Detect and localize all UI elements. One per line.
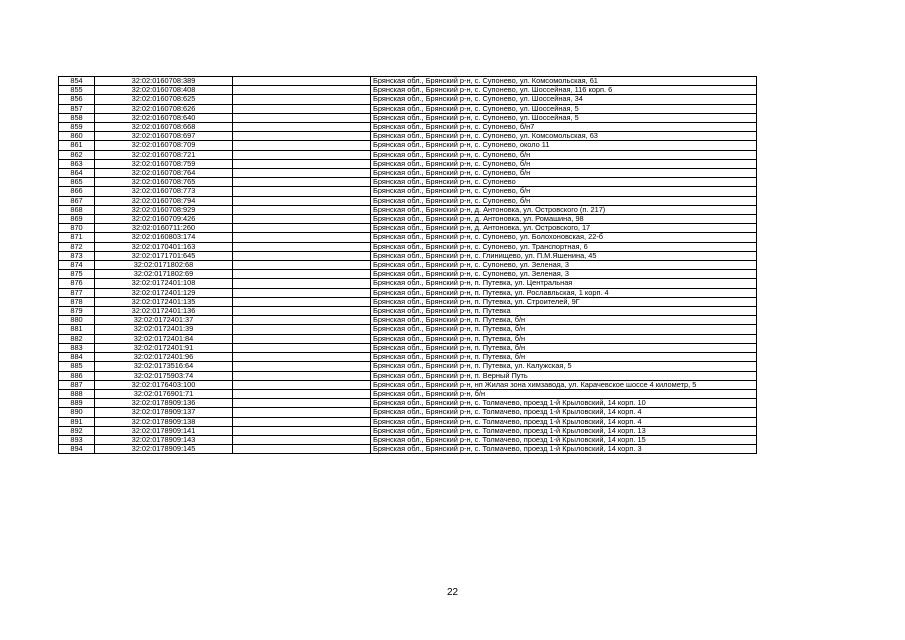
cadastral-number-cell: 32:02:0160708:626: [95, 104, 233, 113]
cadastral-number-cell: 32:02:0160708:773: [95, 187, 233, 196]
empty-cell: [233, 251, 371, 260]
address-cell: Брянская обл., Брянский р-н, с. Глинищево, ул. П.М.Яшенина, 45: [371, 251, 757, 260]
row-number-cell: 881: [59, 325, 95, 334]
table-row: [59, 77, 757, 86]
empty-cell: [233, 288, 371, 297]
table-row: [59, 113, 757, 122]
row-number-cell: 864: [59, 169, 95, 178]
row-number-cell: 868: [59, 205, 95, 214]
table-row: [59, 233, 757, 242]
address-cell: Брянская обл., Брянский р-н, п. Верный Путь: [371, 371, 757, 380]
address-cell: Брянская обл., Брянский р-н, п. Путевка, б/н: [371, 325, 757, 334]
row-number-cell: 878: [59, 297, 95, 306]
empty-cell: [233, 215, 371, 224]
address-cell: Брянская обл., Брянский р-н, с. Супонево, б/н: [371, 187, 757, 196]
table-row: [59, 353, 757, 362]
address-cell: Брянская обл., Брянский р-н, д. Антоновка, ул. Ромашина, 98: [371, 215, 757, 224]
table-row: [59, 408, 757, 417]
empty-cell: [233, 316, 371, 325]
table-row: [59, 389, 757, 398]
empty-cell: [233, 353, 371, 362]
address-cell: Брянская обл., Брянский р-н, с. Супонево, ул. Шоссейная, 5: [371, 113, 757, 122]
empty-cell: [233, 435, 371, 444]
table-row: [59, 362, 757, 371]
row-number-cell: 871: [59, 233, 95, 242]
row-number-cell: 885: [59, 362, 95, 371]
row-number-cell: 892: [59, 426, 95, 435]
table-row: [59, 371, 757, 380]
row-number-cell: 865: [59, 178, 95, 187]
row-number-cell: 863: [59, 159, 95, 168]
table-row: [59, 215, 757, 224]
address-cell: Брянская обл., Брянский р-н, д. Антоновка, ул. Островского (п. 217): [371, 205, 757, 214]
table-row: [59, 242, 757, 251]
table-row: [59, 380, 757, 389]
table-row: [59, 95, 757, 104]
row-number-cell: 867: [59, 196, 95, 205]
empty-cell: [233, 334, 371, 343]
row-number-cell: 890: [59, 408, 95, 417]
cadastral-number-cell: 32:02:0178909:138: [95, 417, 233, 426]
cadastral-number-cell: 32:02:0160803:174: [95, 233, 233, 242]
table-row: [59, 325, 757, 334]
address-cell: Брянская обл., Брянский р-н, с. Супонево, ул. Шоссейная, 116 корп. 6: [371, 86, 757, 95]
empty-cell: [233, 325, 371, 334]
row-number-cell: 866: [59, 187, 95, 196]
empty-cell: [233, 123, 371, 132]
row-number-cell: 854: [59, 77, 95, 86]
cadastral-number-cell: 32:02:0172401:136: [95, 307, 233, 316]
empty-cell: [233, 417, 371, 426]
table-row: [59, 417, 757, 426]
table-row: [59, 445, 757, 454]
empty-cell: [233, 224, 371, 233]
row-number-cell: 891: [59, 417, 95, 426]
row-number-cell: 889: [59, 399, 95, 408]
property-registry-table: [58, 76, 757, 454]
row-number-cell: 894: [59, 445, 95, 454]
cadastral-number-cell: 32:02:0160708:929: [95, 205, 233, 214]
address-cell: Брянская обл., Брянский р-н, п. Путевка, б/н: [371, 343, 757, 352]
address-cell: Брянская обл., Брянский р-н, с. Супонево, б/н: [371, 169, 757, 178]
empty-cell: [233, 159, 371, 168]
address-cell: Брянская обл., Брянский р-н, с. Супонево, б/н: [371, 159, 757, 168]
cadastral-number-cell: 32:02:0172401:129: [95, 288, 233, 297]
cadastral-number-cell: 32:02:0160708:697: [95, 132, 233, 141]
cadastral-number-cell: 32:02:0178909:145: [95, 445, 233, 454]
cadastral-number-cell: 32:02:0172401:108: [95, 279, 233, 288]
row-number-cell: 876: [59, 279, 95, 288]
address-cell: Брянская обл., Брянский р-н, п. Путевка, ул. Центральная: [371, 279, 757, 288]
address-cell: Брянская обл., Брянский р-н, нп Жилая зона химзавода, ул. Карачевское шоссе 4 километр, 5: [371, 380, 757, 389]
row-number-cell: 856: [59, 95, 95, 104]
address-cell: Брянская обл., Брянский р-н, с. Супонево, ул. Шоссейная, 5: [371, 104, 757, 113]
empty-cell: [233, 279, 371, 288]
row-number-cell: 861: [59, 141, 95, 150]
table-row: [59, 159, 757, 168]
cadastral-number-cell: 32:02:0160711:260: [95, 224, 233, 233]
cadastral-number-cell: 32:02:0176403:100: [95, 380, 233, 389]
row-number-cell: 886: [59, 371, 95, 380]
table-row: [59, 141, 757, 150]
cadastral-number-cell: 32:02:0160708:408: [95, 86, 233, 95]
row-number-cell: 879: [59, 307, 95, 316]
address-cell: Брянская обл., Брянский р-н, с. Супонево, б/н: [371, 150, 757, 159]
cadastral-number-cell: 32:02:0171802:68: [95, 261, 233, 270]
table-row: [59, 297, 757, 306]
cadastral-number-cell: 32:02:0172401:96: [95, 353, 233, 362]
empty-cell: [233, 86, 371, 95]
empty-cell: [233, 205, 371, 214]
empty-cell: [233, 389, 371, 398]
address-cell: Брянская обл., Брянский р-н, п. Путевка: [371, 307, 757, 316]
cadastral-number-cell: 32:02:0160708:640: [95, 113, 233, 122]
address-cell: Брянская обл., Брянский р-н, с. Супонево, ул. Болохоновская, 22-б: [371, 233, 757, 242]
empty-cell: [233, 242, 371, 251]
row-number-cell: 875: [59, 270, 95, 279]
empty-cell: [233, 371, 371, 380]
empty-cell: [233, 178, 371, 187]
empty-cell: [233, 343, 371, 352]
table-row: [59, 307, 757, 316]
empty-cell: [233, 380, 371, 389]
cadastral-number-cell: 32:02:0175903:74: [95, 371, 233, 380]
empty-cell: [233, 307, 371, 316]
cadastral-number-cell: 32:02:0173516:64: [95, 362, 233, 371]
table-row: [59, 187, 757, 196]
document-page: [58, 76, 757, 454]
table-row: [59, 196, 757, 205]
row-number-cell: 872: [59, 242, 95, 251]
cadastral-number-cell: 32:02:0160708:668: [95, 123, 233, 132]
table-row: [59, 399, 757, 408]
table-row: [59, 169, 757, 178]
address-cell: Брянская обл., Брянский р-н, с. Супонево, б/н: [371, 196, 757, 205]
registry-table-body: [59, 77, 757, 454]
cadastral-number-cell: 32:02:0178909:143: [95, 435, 233, 444]
address-cell: Брянская обл., Брянский р-н, б/н: [371, 389, 757, 398]
empty-cell: [233, 297, 371, 306]
empty-cell: [233, 362, 371, 371]
address-cell: Брянская обл., Брянский р-н, п. Путевка, б/н: [371, 353, 757, 362]
address-cell: Брянская обл., Брянский р-н, с. Супонево, ул. Комсомольская, 63: [371, 132, 757, 141]
address-cell: Брянская обл., Брянский р-н, с. Толмачево, проезд 1-й Крыловский, 14 корп. 3: [371, 445, 757, 454]
row-number-cell: 888: [59, 389, 95, 398]
empty-cell: [233, 399, 371, 408]
empty-cell: [233, 233, 371, 242]
cadastral-number-cell: 32:02:0160708:794: [95, 196, 233, 205]
cadastral-number-cell: 32:02:0178909:136: [95, 399, 233, 408]
cadastral-number-cell: 32:02:0172401:91: [95, 343, 233, 352]
address-cell: Брянская обл., Брянский р-н, с. Супонево, около 11: [371, 141, 757, 150]
address-cell: Брянская обл., Брянский р-н, п. Путевка, б/н: [371, 334, 757, 343]
cadastral-number-cell: 32:02:0160708:765: [95, 178, 233, 187]
address-cell: Брянская обл., Брянский р-н, с. Толмачево, проезд 1-й Крыловский, 14 корп. 4: [371, 408, 757, 417]
row-number-cell: 874: [59, 261, 95, 270]
table-row: [59, 316, 757, 325]
address-cell: Брянская обл., Брянский р-н, с. Супонево, б/н7: [371, 123, 757, 132]
cadastral-number-cell: 32:02:0172401:135: [95, 297, 233, 306]
address-cell: Брянская обл., Брянский р-н, п. Путевка, ул. Калужская, 5: [371, 362, 757, 371]
empty-cell: [233, 95, 371, 104]
row-number-cell: 860: [59, 132, 95, 141]
cadastral-number-cell: 32:02:0160708:625: [95, 95, 233, 104]
table-row: [59, 251, 757, 260]
row-number-cell: 857: [59, 104, 95, 113]
address-cell: Брянская обл., Брянский р-н, с. Супонево, ул. Шоссейная, 34: [371, 95, 757, 104]
table-row: [59, 435, 757, 444]
row-number-cell: 883: [59, 343, 95, 352]
cadastral-number-cell: 32:02:0160708:709: [95, 141, 233, 150]
table-row: [59, 426, 757, 435]
row-number-cell: 858: [59, 113, 95, 122]
cadastral-number-cell: 32:02:0160709:426: [95, 215, 233, 224]
empty-cell: [233, 261, 371, 270]
cadastral-number-cell: 32:02:0172401:37: [95, 316, 233, 325]
cadastral-number-cell: 32:02:0160708:389: [95, 77, 233, 86]
address-cell: Брянская обл., Брянский р-н, п. Путевка, б/н: [371, 316, 757, 325]
row-number-cell: 870: [59, 224, 95, 233]
table-row: [59, 261, 757, 270]
address-cell: Брянская обл., Брянский р-н, с. Супонево, ул. Зеленая, 3: [371, 261, 757, 270]
cadastral-number-cell: 32:02:0178909:141: [95, 426, 233, 435]
cadastral-number-cell: 32:02:0160708:721: [95, 150, 233, 159]
empty-cell: [233, 187, 371, 196]
address-cell: Брянская обл., Брянский р-н, д. Антоновка, ул. Островского, 17: [371, 224, 757, 233]
table-row: [59, 279, 757, 288]
table-row: [59, 123, 757, 132]
empty-cell: [233, 141, 371, 150]
table-row: [59, 334, 757, 343]
table-row: [59, 104, 757, 113]
address-cell: Брянская обл., Брянский р-н, с. Супонево: [371, 178, 757, 187]
empty-cell: [233, 426, 371, 435]
row-number-cell: 884: [59, 353, 95, 362]
empty-cell: [233, 169, 371, 178]
address-cell: Брянская обл., Брянский р-н, с. Супонево, ул. Транспортная, 6: [371, 242, 757, 251]
table-row: [59, 224, 757, 233]
empty-cell: [233, 270, 371, 279]
address-cell: Брянская обл., Брянский р-н, п. Путевка, ул. Строителей, 9Г: [371, 297, 757, 306]
empty-cell: [233, 113, 371, 122]
row-number-cell: 869: [59, 215, 95, 224]
address-cell: Брянская обл., Брянский р-н, п. Путевка, ул. Рославльская, 1 корп. 4: [371, 288, 757, 297]
address-cell: Брянская обл., Брянский р-н, с. Толмачево, проезд 1-й Крыловский, 14 корп. 15: [371, 435, 757, 444]
cadastral-number-cell: 32:02:0160708:759: [95, 159, 233, 168]
address-cell: Брянская обл., Брянский р-н, с. Супонево, ул. Комсомольская, 61: [371, 77, 757, 86]
page-number: 22: [446, 587, 459, 598]
table-row: [59, 86, 757, 95]
cadastral-number-cell: 32:02:0178909:137: [95, 408, 233, 417]
row-number-cell: 882: [59, 334, 95, 343]
address-cell: Брянская обл., Брянский р-н, с. Толмачево, проезд 1-й Крыловский, 14 корп. 13: [371, 426, 757, 435]
row-number-cell: 873: [59, 251, 95, 260]
row-number-cell: 887: [59, 380, 95, 389]
empty-cell: [233, 150, 371, 159]
empty-cell: [233, 77, 371, 86]
table-row: [59, 288, 757, 297]
cadastral-number-cell: 32:02:0172401:39: [95, 325, 233, 334]
row-number-cell: 859: [59, 123, 95, 132]
empty-cell: [233, 408, 371, 417]
table-row: [59, 343, 757, 352]
table-row: [59, 150, 757, 159]
cadastral-number-cell: 32:02:0171701:645: [95, 251, 233, 260]
cadastral-number-cell: 32:02:0170401:163: [95, 242, 233, 251]
row-number-cell: 880: [59, 316, 95, 325]
row-number-cell: 862: [59, 150, 95, 159]
cadastral-number-cell: 32:02:0176901:71: [95, 389, 233, 398]
table-row: [59, 270, 757, 279]
empty-cell: [233, 132, 371, 141]
address-cell: Брянская обл., Брянский р-н, с. Толмачево, проезд 1-й Крыловский, 14 корп. 10: [371, 399, 757, 408]
address-cell: Брянская обл., Брянский р-н, с. Толмачево, проезд 1-й Крыловский, 14 корп. 4: [371, 417, 757, 426]
empty-cell: [233, 445, 371, 454]
table-row: [59, 178, 757, 187]
empty-cell: [233, 196, 371, 205]
row-number-cell: 877: [59, 288, 95, 297]
table-row: [59, 205, 757, 214]
cadastral-number-cell: 32:02:0172401:84: [95, 334, 233, 343]
row-number-cell: 893: [59, 435, 95, 444]
row-number-cell: 855: [59, 86, 95, 95]
cadastral-number-cell: 32:02:0160708:764: [95, 169, 233, 178]
address-cell: Брянская обл., Брянский р-н, с. Супонево, ул. Зеленая, 3: [371, 270, 757, 279]
table-row: [59, 132, 757, 141]
cadastral-number-cell: 32:02:0171802:69: [95, 270, 233, 279]
empty-cell: [233, 104, 371, 113]
